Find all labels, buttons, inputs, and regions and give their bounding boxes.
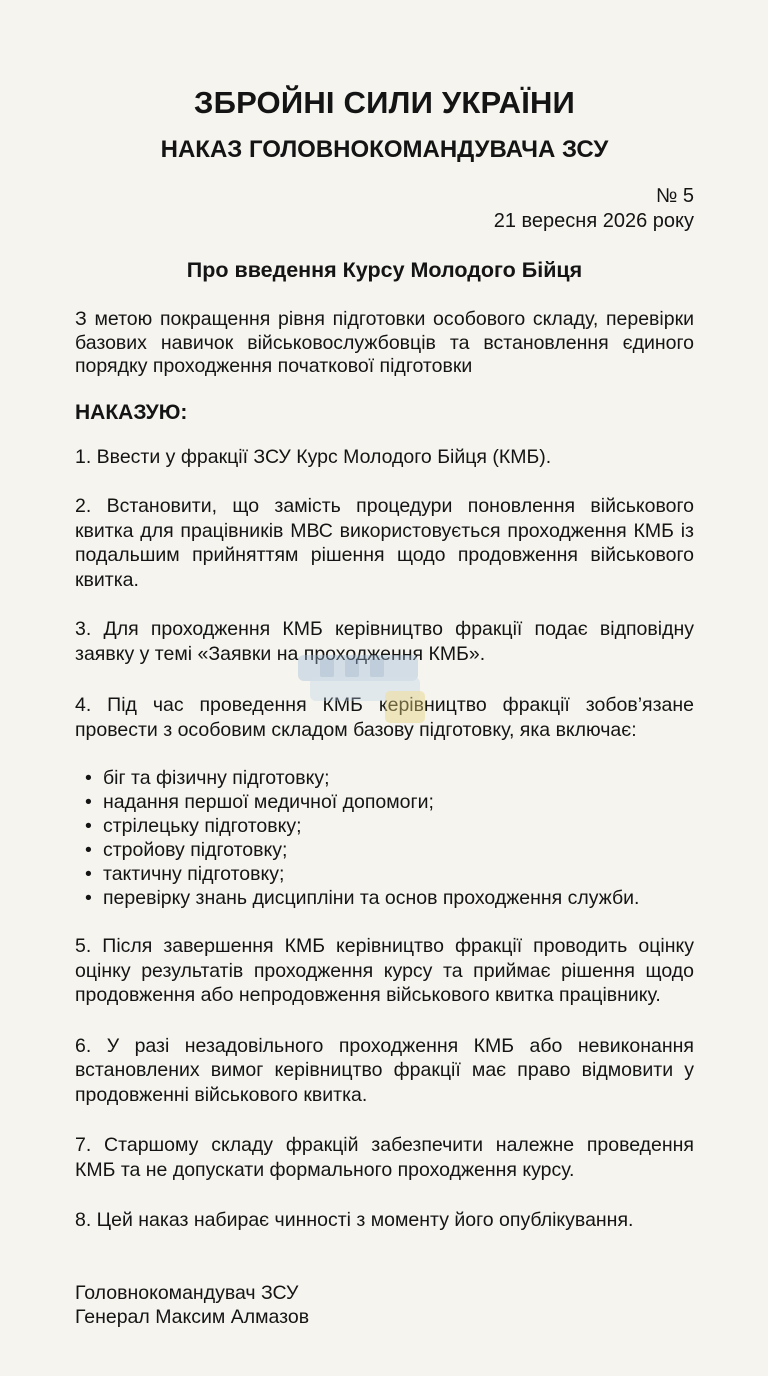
order-meta — [75, 184, 694, 234]
training-list-item: • надання першої медичної допомоги; — [85, 791, 434, 813]
bullet-icon: • — [85, 815, 92, 837]
training-list-item: • перевірку знань дисципліни та основ проходження служби. — [85, 887, 640, 909]
order-item-3: 3. Для проходження КМБ керівництво фракції подає відповідну заявку у темі «Заявки на проходження КМБ». — [75, 618, 694, 665]
training-list-item: • тактичну підготовку; — [85, 863, 285, 885]
signature-name: Генерал Максим Алмазов — [75, 1305, 310, 1328]
bullet-icon: • — [85, 767, 92, 789]
order-date: 21 вересня 2026 року — [493, 210, 694, 232]
bullet-icon: • — [85, 863, 92, 885]
preamble: З метою покращення рівня підготовки особового складу, перевірки базових навичок військовослужбовців та встановлення єдиного порядку проходження початкової підготовки — [75, 308, 694, 377]
bullet-icon: • — [85, 791, 92, 813]
order-item-8: 8. Цей наказ набирає чинності з моменту його опублікування. — [75, 1209, 634, 1231]
training-list-item: • стройову підготовку; — [85, 839, 288, 861]
order-item-1: 1. Ввести у фракції ЗСУ Курс Молодого Бійця (КМБ). — [75, 445, 552, 468]
order-item-6: 6. У разі незадовільного проходження КМБ або невиконання встановлених вимог керівництво фракції має право відмовити у продовженні військового квитка. — [75, 1034, 694, 1106]
document-title: ЗБРОЙНІ СИЛИ УКРАЇНИ — [193, 85, 576, 120]
training-list-item: • стрілецьку підготовку; — [85, 815, 302, 837]
training-list — [85, 766, 694, 910]
faint-emblem-watermark — [290, 645, 440, 735]
bullet-icon: • — [85, 839, 92, 861]
signature-position: Головнокомандувач ЗСУ — [75, 1281, 299, 1304]
order-item-2: 2. Встановити, що замість процедури поновлення військового квитка для працівників МВС використовується проходження КМБ із подальшим прийняттям рішення щодо продовження військового квитка. — [75, 495, 694, 591]
order-item-7: 7. Старшому складу фракцій забезпечити належне проведення КМБ та не допускати формального проходження курсу. — [75, 1134, 694, 1181]
bullet-icon: • — [85, 887, 92, 909]
signature-block — [75, 1281, 694, 1329]
training-list-item: • біг та фізичну підготовку; — [85, 767, 330, 789]
order-subject: Про введення Курсу Молодого Бійця — [186, 258, 583, 282]
document-subtitle: НАКАЗ ГОЛОВНОКОМАНДУВАЧА ЗСУ — [160, 136, 609, 163]
order-item-5: 5. Після завершення КМБ керівництво фракції проводить оцінку оцінку результатів проходження курсу та приймає рішення щодо продовження або непродовження військового квитка працівнику. — [75, 935, 694, 1006]
order-number: № 5 — [655, 185, 694, 207]
order-keyword: НАКАЗУЮ: — [75, 400, 188, 424]
order-item-4: 4. Під час проведення КМБ керівництво фракції зобов’язане провести з особовим складом базову підготовку, яка включає: — [75, 694, 694, 741]
